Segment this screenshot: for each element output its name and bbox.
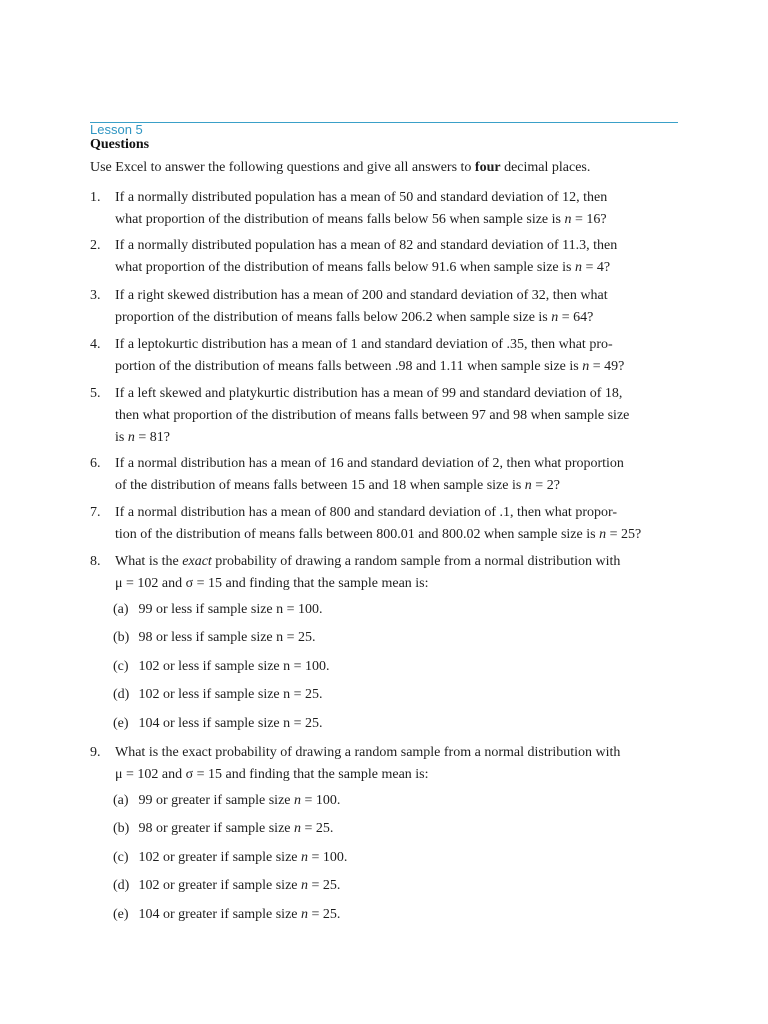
question-9	[90, 742, 678, 786]
question-text: μ = 102 and σ = 15 and finding that the sample mean is:	[115, 767, 429, 782]
question-7	[90, 502, 678, 546]
q8-part-b	[113, 630, 316, 646]
question-text: What is the	[115, 554, 183, 569]
instructions	[90, 160, 590, 176]
n-variable: n	[564, 212, 572, 227]
q8-part-e	[113, 716, 323, 732]
question-text: = 4?	[581, 260, 611, 275]
question-4	[90, 334, 678, 378]
n-variable: n	[294, 821, 301, 836]
question-text: If a normal distribution has a mean of 800 and standard deviation of .1, then what propor-	[115, 505, 618, 520]
lesson-label: Lesson 5	[90, 122, 143, 137]
q9-part-d	[113, 878, 340, 894]
question-text: proportion of the distribution of means falls below 206.2 when sample size is	[115, 310, 552, 325]
part-text: 99 or greater if sample size	[138, 793, 294, 808]
part-label: (c)	[113, 659, 129, 674]
n-variable: n	[551, 310, 559, 325]
q8-part-c	[113, 659, 330, 675]
section-heading: Questions	[90, 137, 150, 152]
n-variable: n	[599, 527, 607, 542]
q8-part-d	[113, 687, 323, 703]
part-label: (a)	[113, 602, 129, 617]
part-text: = 25.	[301, 821, 334, 836]
question-number: 7.	[90, 505, 101, 520]
header-rule	[90, 122, 678, 123]
part-text: 104 or greater if sample size	[138, 907, 301, 922]
intro-bold: four	[474, 160, 501, 175]
question-text: = 16?	[571, 212, 607, 227]
n-variable: n	[127, 430, 135, 445]
question-3	[90, 285, 678, 329]
question-text: = 81?	[134, 430, 170, 445]
question-text: If a leptokurtic distribution has a mean of 1 and standard deviation of .35, then what pro-	[115, 337, 613, 352]
question-text: = 25?	[606, 527, 642, 542]
part-text: 102 or less if sample size n = 25.	[138, 687, 323, 702]
n-variable: n	[301, 878, 308, 893]
part-text: = 100.	[301, 793, 341, 808]
question-8	[90, 551, 678, 595]
q9-part-c	[113, 850, 347, 866]
question-text: = 2?	[531, 478, 560, 493]
q9-part-b	[113, 821, 333, 837]
part-text: 98 or greater if sample size	[138, 821, 294, 836]
question-6	[90, 453, 678, 497]
emphasis-exact: exact	[182, 554, 212, 569]
question-number: 2.	[90, 238, 101, 253]
question-text: portion of the distribution of means falls between .98 and 1.11 when sample size is	[115, 359, 583, 374]
question-text: what proportion of the distribution of means falls below 91.6 when sample size is	[115, 260, 575, 275]
n-variable: n	[301, 907, 308, 922]
question-text: of the distribution of means falls between 15 and 18 when sample size is	[115, 478, 525, 493]
part-label: (b)	[113, 630, 130, 645]
part-label: (d)	[113, 687, 130, 702]
part-text: 102 or greater if sample size	[138, 878, 301, 893]
question-2	[90, 235, 678, 279]
q8-part-a	[113, 602, 323, 618]
question-text: = 49?	[589, 359, 625, 374]
question-text: then what proportion of the distribution of means falls between 97 and 98 when sample size	[115, 408, 630, 423]
question-number: 4.	[90, 337, 101, 352]
part-text: 104 or less if sample size n = 25.	[138, 716, 323, 731]
question-text: What is the exact probability of drawing a random sample from a normal distribution with	[115, 745, 621, 760]
part-text: 102 or less if sample size n = 100.	[138, 659, 330, 674]
question-text: If a left skewed and platykurtic distribution has a mean of 99 and standard deviation of 18,	[115, 386, 623, 401]
n-variable: n	[574, 260, 582, 275]
part-text: = 100.	[308, 850, 348, 865]
part-label: (e)	[113, 907, 129, 922]
question-text: If a normally distributed population has a mean of 50 and standard deviation of 12, then	[115, 190, 608, 205]
part-label: (c)	[113, 850, 129, 865]
question-text: If a normal distribution has a mean of 16 and standard deviation of 2, then what proportion	[115, 456, 624, 471]
n-variable: n	[524, 478, 532, 493]
question-text: is	[115, 430, 128, 445]
question-text: = 64?	[558, 310, 594, 325]
part-text: = 25.	[308, 878, 341, 893]
question-1	[90, 187, 678, 231]
question-number: 6.	[90, 456, 101, 471]
q9-part-e	[113, 907, 340, 923]
part-text: 98 or less if sample size n = 25.	[138, 630, 316, 645]
question-text: If a normally distributed population has a mean of 82 and standard deviation of 11.3, then	[115, 238, 618, 253]
part-label: (e)	[113, 716, 129, 731]
n-variable: n	[582, 359, 590, 374]
intro-text-before: Use Excel to answer the following questions and give all answers to	[90, 160, 475, 175]
part-text: = 25.	[308, 907, 341, 922]
question-text: probability of drawing a random sample from a normal distribution with	[211, 554, 621, 569]
question-text: what proportion of the distribution of means falls below 56 when sample size is	[115, 212, 565, 227]
question-number: 5.	[90, 386, 101, 401]
question-text: μ = 102 and σ = 15 and finding that the sample mean is:	[115, 576, 429, 591]
question-5	[90, 383, 678, 449]
question-number: 3.	[90, 288, 101, 303]
question-text: If a right skewed distribution has a mean of 200 and standard deviation of 32, then what	[115, 288, 608, 303]
intro-text-after: decimal places.	[500, 160, 591, 175]
part-label: (a)	[113, 793, 129, 808]
n-variable: n	[301, 850, 308, 865]
question-number: 9.	[90, 745, 101, 760]
part-label: (b)	[113, 821, 130, 836]
part-text: 102 or greater if sample size	[138, 850, 301, 865]
n-variable: n	[294, 793, 301, 808]
q9-part-a	[113, 793, 340, 809]
question-number: 1.	[90, 190, 101, 205]
part-text: 99 or less if sample size n = 100.	[138, 602, 323, 617]
question-number: 8.	[90, 554, 101, 569]
part-label: (d)	[113, 878, 130, 893]
question-text: tion of the distribution of means falls between 800.01 and 800.02 when sample size is	[115, 527, 600, 542]
